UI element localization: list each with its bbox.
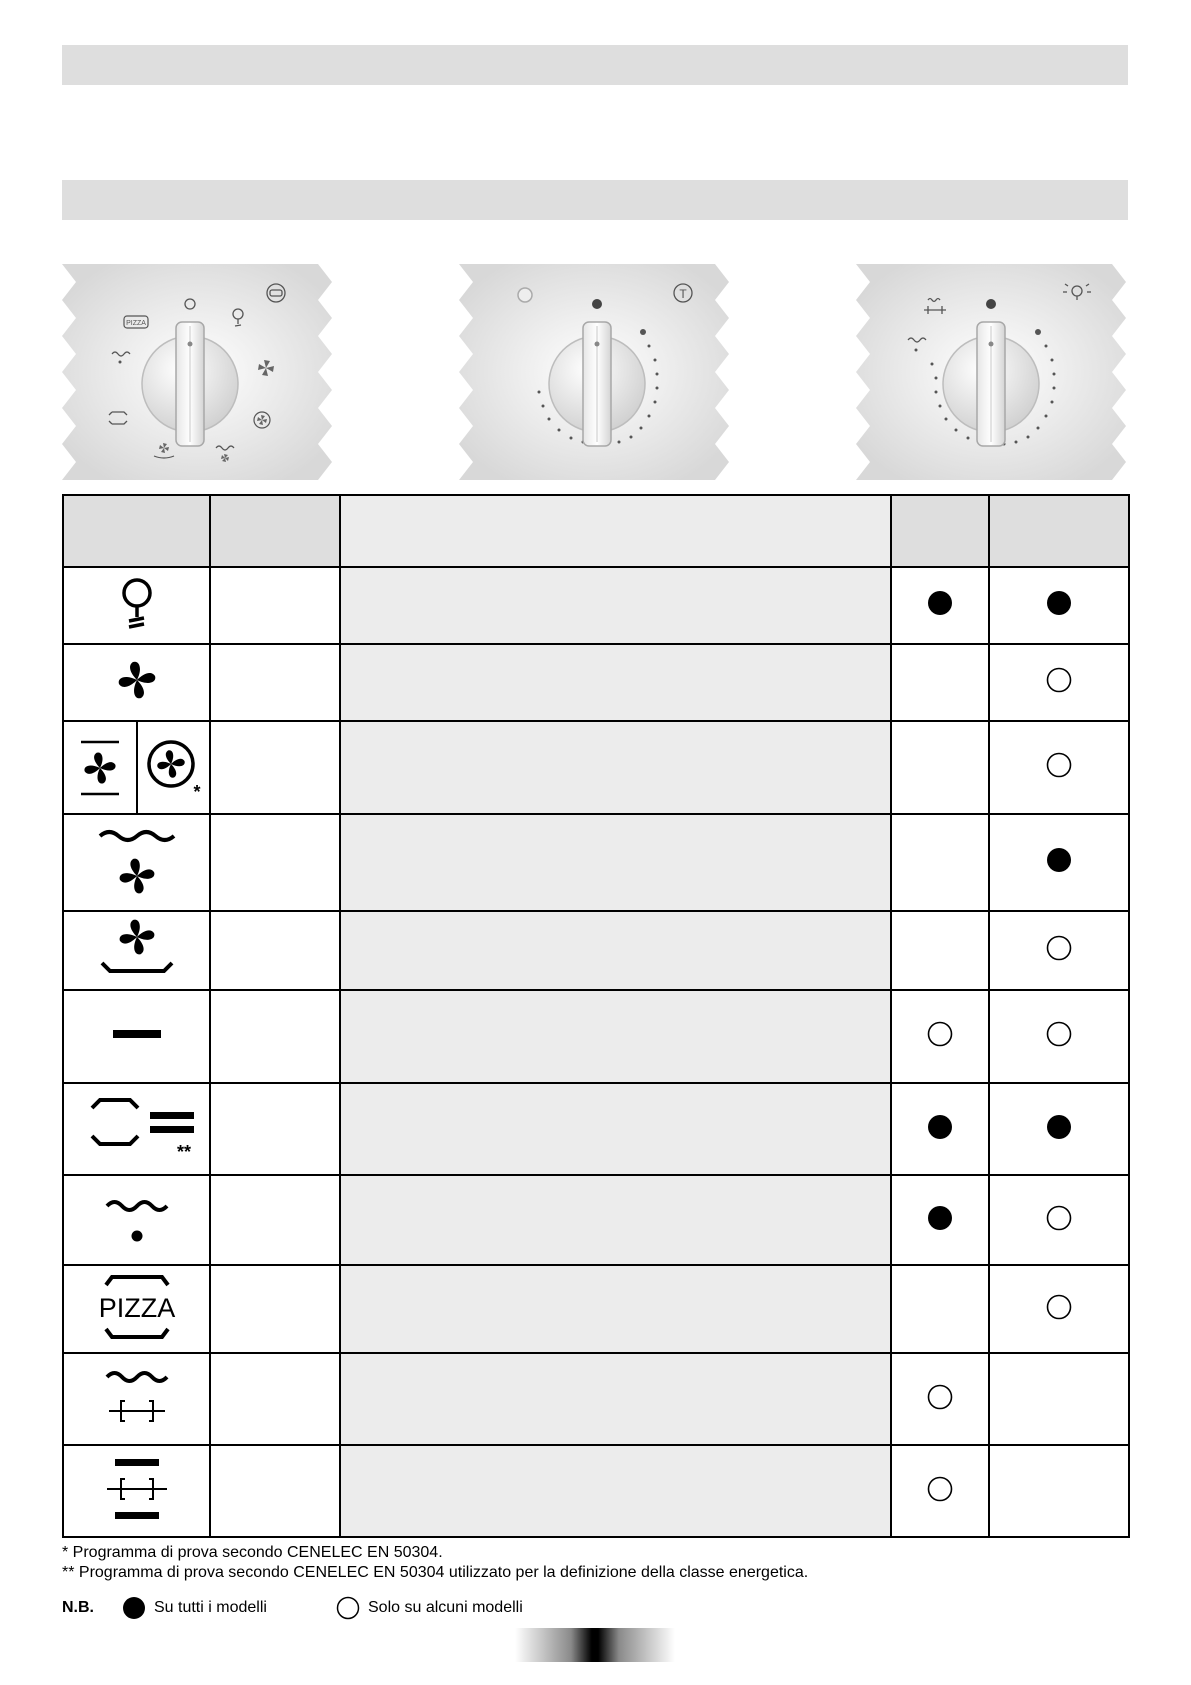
fan-bottom-heat-icon [92,970,182,987]
svg-text:*: * [193,781,201,800]
empty-dot-icon [336,1596,360,1620]
description-cell [340,990,891,1083]
model-b-cell [989,1445,1129,1537]
filled-dot-icon [1046,1114,1072,1140]
model-b-cell [989,1083,1129,1175]
filled-dot-icon [1046,590,1072,616]
symbol-cell [63,1083,210,1175]
description-cell [340,1445,891,1537]
model-b-cell [989,721,1129,814]
lamp-icon [107,620,167,637]
function-cell [210,814,340,911]
bottom-heat-icon [107,1036,167,1053]
legend-empty-label: Solo su alcuni modelli [368,1599,523,1616]
filled-dot-icon [122,1596,146,1620]
model-a-cell [891,990,989,1083]
page-tab [515,1628,675,1662]
off-position-dot-icon [592,299,602,309]
function-selector-panel [62,264,332,480]
table-row [63,990,1129,1083]
svg-text:T: T [679,287,687,301]
empty-dot-icon [1046,1021,1072,1047]
legend [62,1596,94,1620]
header-cell-symbol [63,495,210,567]
table-row [63,567,1129,644]
description-cell [340,644,891,721]
symbol-cell [63,1353,210,1445]
nb-label: N.B. [62,1599,94,1616]
model-a-cell [891,1353,989,1445]
fan-icon [107,697,167,714]
table-row [63,1353,1129,1445]
thermostat-panel [459,264,729,480]
model-a-cell [891,721,989,814]
filled-dot-icon [1046,847,1072,873]
table-row [63,1445,1129,1537]
symbol-cell [63,814,210,911]
svg-text:**: ** [176,1141,191,1162]
svg-text:PIZZA: PIZZA [126,320,146,327]
table-row [63,1265,1129,1353]
model-a-cell [891,644,989,721]
oven-functions-table [62,494,1130,1538]
function-cell [210,1175,340,1265]
function-cell [210,644,340,721]
legend-filled [122,1596,267,1620]
empty-dot-icon [927,1384,953,1410]
empty-dot-icon [1046,935,1072,961]
empty-dot-icon [1046,667,1072,693]
footnote-2: ** Programma di prova secondo CENELEC EN 50304 utilizzato per la definizione della classe energetica. [62,1564,809,1581]
description-cell [340,1353,891,1445]
header-cell-model-a [891,495,989,567]
legend-filled-label: Su tutti i modelli [154,1599,267,1616]
pizza-label: PIZZA [98,1292,175,1323]
table-row [63,644,1129,721]
symbol-cell [63,1265,210,1353]
model-a-cell [891,1265,989,1353]
top-bottom-heat-icon [72,1141,202,1166]
empty-dot-icon [927,1476,953,1502]
description-cell [340,721,891,814]
description-cell [340,567,891,644]
model-b-cell [989,814,1129,911]
filled-dot-icon [927,1205,953,1231]
function-cell [210,911,340,990]
model-a-cell [891,1083,989,1175]
footnote-1: * Programma di prova secondo CENELEC EN 50304. [62,1544,443,1561]
empty-dot-icon [927,1021,953,1047]
header-bar-top [62,45,1128,85]
symbol-cell [63,567,210,644]
description-cell [340,814,891,911]
model-a-cell [891,1175,989,1265]
header-cell-model-b [989,495,1129,567]
function-cell [210,1353,340,1445]
description-cell [340,1175,891,1265]
description-cell [340,911,891,990]
timer-panel [856,264,1126,480]
model-b-cell [989,1353,1129,1445]
grill-fan-icon [92,887,182,904]
symbol-cell [63,1175,210,1265]
model-b-cell [989,1175,1129,1265]
model-a-cell [891,814,989,911]
function-cell [210,567,340,644]
grill-dot-icon [97,1235,177,1252]
function-cell [210,1445,340,1537]
off-position-dot-icon [986,299,996,309]
model-a-cell [891,911,989,990]
table-row [63,814,1129,911]
symbol-cell [63,1445,210,1537]
function-cell [210,1265,340,1353]
pizza-icon [92,1292,182,1347]
double-grill-rotisserie-icon [97,1512,177,1529]
model-b-cell [989,1265,1129,1353]
header-cell-function [210,495,340,567]
description-cell [340,1265,891,1353]
empty-dot-icon [1046,1294,1072,1320]
ring-fan-icon [138,722,210,813]
filled-dot-icon [927,1114,953,1140]
model-a-cell [891,567,989,644]
model-b-cell [989,644,1129,721]
symbol-cell [63,911,210,990]
symbol-cell [63,721,210,814]
fan-top-bottom-heat-icon [64,722,138,813]
grill-rotisserie-icon [97,1420,177,1437]
header-cell-description [340,495,891,567]
header-bar-second [62,180,1128,220]
model-b-cell [989,990,1129,1083]
legend-empty [336,1596,523,1620]
description-cell [340,1083,891,1175]
empty-dot-icon [1046,752,1072,778]
table-row [63,911,1129,990]
indicator-light-icon [518,288,532,302]
model-b-cell [989,911,1129,990]
table-row [63,1175,1129,1265]
table-header-row [63,495,1129,567]
function-cell [210,721,340,814]
function-cell [210,1083,340,1175]
symbol-cell [63,990,210,1083]
table-row [63,721,1129,814]
model-a-cell [891,1445,989,1537]
empty-dot-icon [1046,1205,1072,1231]
function-cell [210,990,340,1083]
symbol-cell [63,644,210,721]
filled-dot-icon [927,590,953,616]
table-row [63,1083,1129,1175]
model-b-cell [989,567,1129,644]
